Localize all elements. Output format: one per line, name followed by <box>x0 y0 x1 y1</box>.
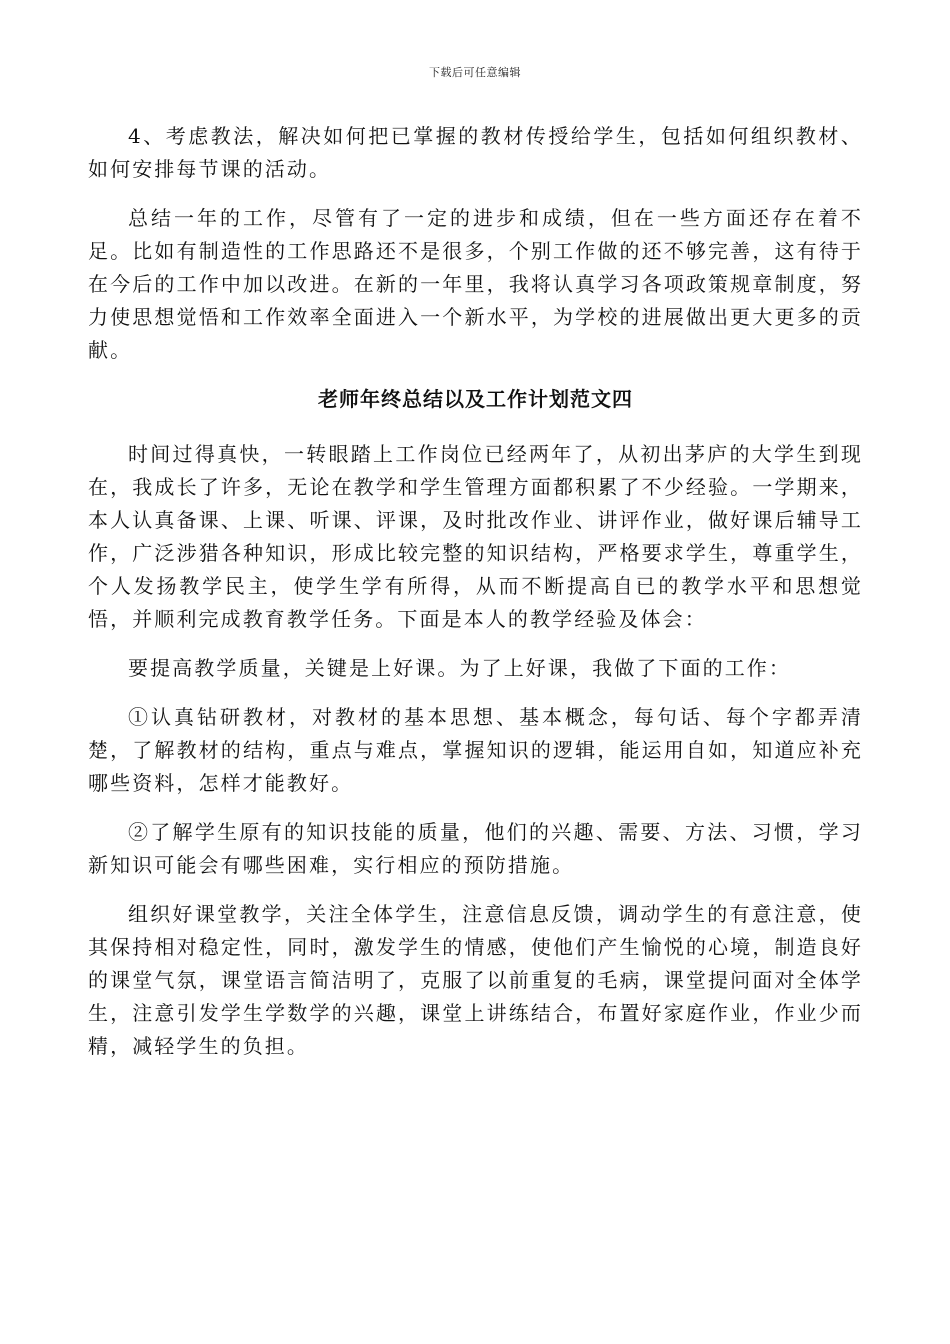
section-heading: 老师年终总结以及工作计划范文四 <box>318 387 633 411</box>
paragraph-study-materials: ①认真钻研教材，对教材的基本思想、基本概念，每句话、每个字都弄清楚，了解教材的结构，重点与难点，掌握知识的逻辑，能运用自如，知道应补充哪些资料，怎样才能教好。 <box>88 705 863 795</box>
document-body <box>88 120 863 1079</box>
paragraph-understand-students: ②了解学生原有的知识技能的质量，他们的兴趣、需要、方法、习惯，学习新知识可能会有哪些困难，实行相应的预防措施。 <box>88 820 863 877</box>
paragraph-teaching-method: 4、考虑教法，解决如何把已掌握的教材传授给学生，包括如何组织教材、如何安排每节课的活动。 <box>88 124 863 181</box>
paragraph-year-summary: 总结一年的工作，尽管有了一定的进步和成绩，但在一些方面还存在着不足。比如有制造性的工作思路还不是很多，个别工作做的还不够完善，这有待于在今后的工作中加以改进。在新的一年里，我将认真学习各项政策规章制度，努力使思想觉悟和工作效率全面进入一个新水平，为学校的进展做出更大更多的贡献。 <box>88 206 863 362</box>
paragraph-classroom-organization: 组织好课堂教学，关注全体学生，注意信息反馈，调动学生的有意注意，使其保持相对稳定性，同时，激发学生的情感，使他们产生愉悦的心境，制造良好的课堂气氛，课堂语言简洁明了，克服了以前重复的毛病，课堂提问面对全体学生，注意引发学生学数学的兴趣，课堂上讲练结合，布置好家庭作业，作业少而精，减轻学生的负担。 <box>88 902 863 1058</box>
paragraph-introduction: 时间过得真快，一转眼踏上工作岗位已经两年了，从初出茅庐的大学生到现在，我成长了许多，无论在教学和学生管理方面都积累了不少经验。一学期来，本人认真备课、上课、听课、评课，及时批改作业、讲评作业，做好课后辅导工作，广泛涉猎各种知识，形成比较完整的知识结构，严格要求学生，尊重学生，个人发扬教学民主，使学生学有所得，从而不断提高自已的教学水平和思想觉悟，并顺利完成教育教学任务。下面是本人的教学经验及体会： <box>88 442 863 631</box>
paragraph-teaching-quality: 要提高教学质量，关键是上好课。为了上好课，我做了下面的工作： <box>128 656 791 680</box>
page-header: 下载后可任意编辑 <box>429 66 521 79</box>
